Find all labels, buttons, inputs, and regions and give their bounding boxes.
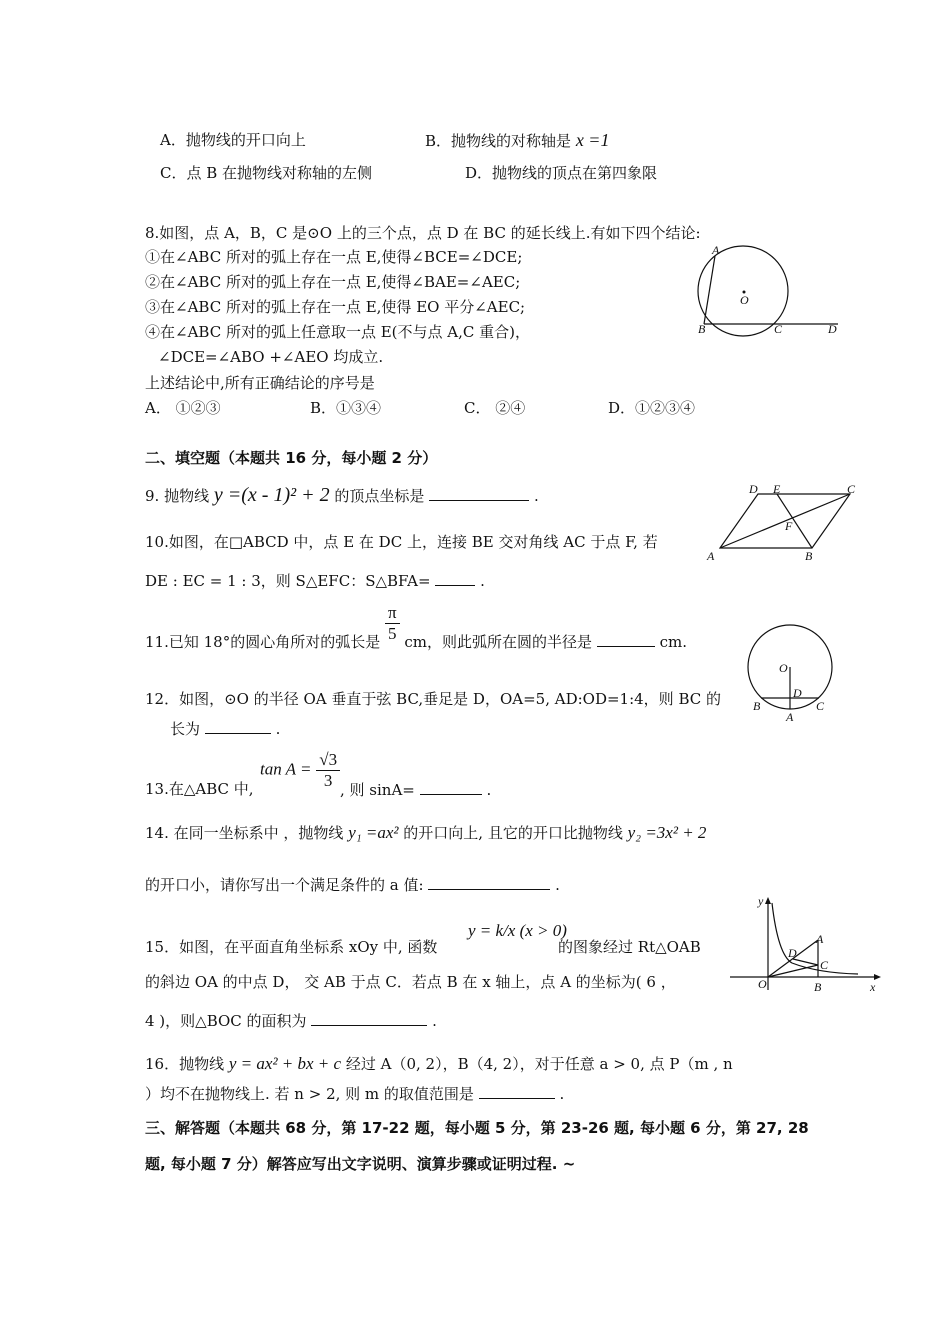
q8-statement-1: ①在∠ABC 所对的弧上存在一点 E,使得∠BCE=∠DCE; [145, 248, 523, 266]
q15-label-d: D [788, 946, 797, 960]
q10-label-d: D [749, 482, 758, 496]
q8-label-b: B [698, 322, 706, 336]
q10-end: . [480, 572, 485, 590]
section-3-heading-1: 三、解答题（本题共 68 分，第 17-22 题，每小题 5 分，第 23-26 题, 每小题 6 分，第 27, 28 [145, 1119, 809, 1137]
q9-math: y =(x - 1)² + 2 [213, 484, 330, 506]
q11-fraction [385, 603, 400, 644]
q13-fraction [316, 750, 340, 791]
q10-label-a: A [707, 549, 715, 563]
q12-circle-figure [745, 622, 840, 727]
q11-mid: cm，则此弧所在圆的半径是 [404, 633, 593, 651]
q7-option-a: A．抛物线的开口向上 [160, 131, 306, 149]
q13-tan-expression [260, 750, 340, 791]
q15-line-2: 的斜边 OA 的中点 D， 交 AB 于点 C．若点 B 在 x 轴上，点 A 的坐标为( 6 ， [145, 973, 676, 991]
q7-option-b-math: x =1 [575, 130, 610, 150]
q8-label-a: A [712, 243, 720, 257]
q10-parallelogram-figure [705, 482, 865, 567]
q14-pre: 14. 在同一坐标系中 ，抛物线 [145, 824, 344, 842]
q15-hyperbola [772, 903, 858, 974]
q8-stem: 8.如图，点 A，B，C 是⊙O 上的三个点，点 D 在 BC 的延长线上.有如下四个结论: [145, 224, 701, 242]
q13-post: , 则 sinA= [340, 781, 415, 799]
q15-label-a: A [816, 932, 824, 946]
q12-line-1: 12．如图，⊙O 的半径 OA 垂直于弦 BC,垂足是 D，OA=5, AD:OD=1:4，则 BC 的 [145, 690, 722, 708]
q7-option-b-text: B．抛物线的对称轴是 [425, 132, 572, 150]
q13-frac-num: √3 [316, 750, 340, 771]
q7-option-b [425, 129, 609, 152]
q11-end: cm. [659, 633, 687, 651]
q15-coordinate-figure [728, 895, 883, 995]
q8-statement-4b: ∠DCE=∠ABO +∠AEO 均成立. [158, 348, 384, 366]
q16-answer-blank[interactable] [479, 1082, 555, 1099]
q16-end: . [559, 1085, 565, 1103]
q11-pre: 11.已知 18°的圆心角所对的弧长是 [145, 633, 381, 651]
q13-frac-den: 3 [323, 771, 333, 790]
q15-y-arrow [765, 897, 771, 904]
q14-answer-blank[interactable] [428, 873, 550, 890]
q13-answer-line [340, 778, 491, 801]
q16-line-1 [145, 1053, 733, 1075]
q15-label-o: O [758, 977, 767, 991]
q11-frac-num: π [385, 603, 400, 624]
q15-label-c: C [820, 958, 829, 972]
q8-label-o: O [740, 293, 749, 307]
q12-end: . [275, 720, 281, 738]
q9-answer-blank[interactable] [429, 484, 529, 501]
q15-line-3-text: 4 )，则△BOC 的面积为 [145, 1012, 307, 1030]
q14-line-2-text: 的开口小，请你写出一个满足条件的 a 值: [145, 876, 424, 894]
q8-option-c: C． ②④ [464, 399, 526, 417]
q15-line-1-post: 的图象经过 Rt△OAB [558, 938, 701, 956]
q16-math: y = ax² + bx + c [228, 1054, 342, 1073]
q12-label-o: O [779, 661, 788, 675]
q15-label-x: x [870, 980, 876, 994]
section-2-heading: 二、填空题（本题共 16 分，每小题 2 分） [145, 449, 438, 467]
q10-line-2 [145, 569, 485, 592]
q10-answer-blank[interactable] [435, 569, 475, 586]
q14-line-1 [145, 822, 706, 844]
q8-option-b: B．①③④ [310, 399, 382, 417]
q12-label-c: C [816, 699, 825, 713]
q7-option-d: D．抛物线的顶点在第四象限 [465, 164, 658, 182]
q10-segment-be [777, 494, 812, 548]
q8-statement-2: ②在∠ABC 所对的弧上存在一点 E,使得∠BAE=∠AEC; [145, 273, 521, 291]
q12-label-b: B [753, 699, 761, 713]
q8-question: 上述结论中,所有正确结论的序号是 [145, 374, 375, 392]
q14-mid: 的开口向上, 且它的开口比抛物线 [403, 824, 623, 842]
q10-label-e: E [773, 482, 781, 496]
q9-post: 的顶点坐标是 [334, 487, 425, 505]
q8-statement-4: ④在∠ABC 所对的弧上任意取一点 E(不与点 A,C 重合)， [145, 323, 530, 341]
q8-label-d: D [828, 322, 837, 336]
q16-post: 经过 A（0, 2），B（4, 2），对于任意 a > 0, 点 P（m , n [345, 1055, 733, 1073]
q15-label-b: B [814, 980, 822, 994]
q11-line [145, 602, 687, 653]
q14-math-1: y₁ =ax² [348, 823, 399, 842]
q13-end: . [486, 781, 492, 799]
q11-answer-blank[interactable] [597, 630, 655, 647]
q13-line [145, 778, 254, 800]
q15-answer-blank[interactable] [311, 1009, 427, 1026]
q14-math-2: y₂ =3x² + 2 [627, 823, 707, 842]
q10-label-c: C [847, 482, 856, 496]
q8-option-a: A． ①②③ [145, 399, 221, 417]
q9-line [145, 484, 539, 507]
q8-label-c: C [774, 322, 783, 336]
q8-option-d: D．①②③④ [608, 399, 696, 417]
q10-line-2-text: DE : EC = 1 : 3，则 S△EFC：S△BFA= [145, 572, 431, 590]
q12-label-d: D [793, 686, 802, 700]
q9-pre: 9. 抛物线 [145, 487, 210, 505]
q15-function [468, 920, 567, 942]
q10-label-b: B [805, 549, 813, 563]
q12-line-2 [170, 717, 280, 740]
q16-line-2 [145, 1082, 564, 1105]
q10-line-1: 10.如图，在□ABCD 中，点 E 在 DC 上，连接 BE 交对角线 AC 于点 F, 若 [145, 533, 658, 551]
q14-end: . [555, 876, 560, 894]
q13-answer-blank[interactable] [420, 778, 482, 795]
q9-end: . [533, 487, 539, 505]
q15-end: . [432, 1012, 437, 1030]
q15-label-y: y [758, 894, 764, 908]
q16-pre: 16．抛物线 [145, 1055, 225, 1073]
q12-label-a: A [786, 710, 794, 724]
q10-label-f: F [785, 519, 793, 533]
q13-pre: 13.在△ABC 中, [145, 780, 254, 798]
q15-line-3 [145, 1009, 437, 1032]
q16-line-2-text: ）均不在抛物线上. 若 n > 2, 则 m 的取值范围是 [145, 1085, 474, 1103]
section-3-heading-2: 题, 每小题 7 分）解答应写出文字说明、演算步骤或证明过程. ~ [145, 1155, 576, 1173]
q11-frac-den: 5 [388, 623, 397, 643]
q13-math: tan A = [260, 759, 312, 779]
q8-circle-figure [690, 238, 850, 348]
q7-option-c: C．点 B 在抛物线对称轴的左侧 [160, 164, 373, 182]
q12-line-2-text: 长为 [170, 720, 201, 738]
q14-line-2 [145, 873, 560, 896]
q15-math: y = k/x (x > 0) [468, 921, 567, 940]
q15-line-1-pre: 15．如图，在平面直角坐标系 xOy 中, 函数 [145, 938, 438, 956]
q8-statement-3: ③在∠ABC 所对的弧上存在一点 E,使得 EO 平分∠AEC; [145, 298, 526, 316]
q12-answer-blank[interactable] [205, 717, 271, 734]
